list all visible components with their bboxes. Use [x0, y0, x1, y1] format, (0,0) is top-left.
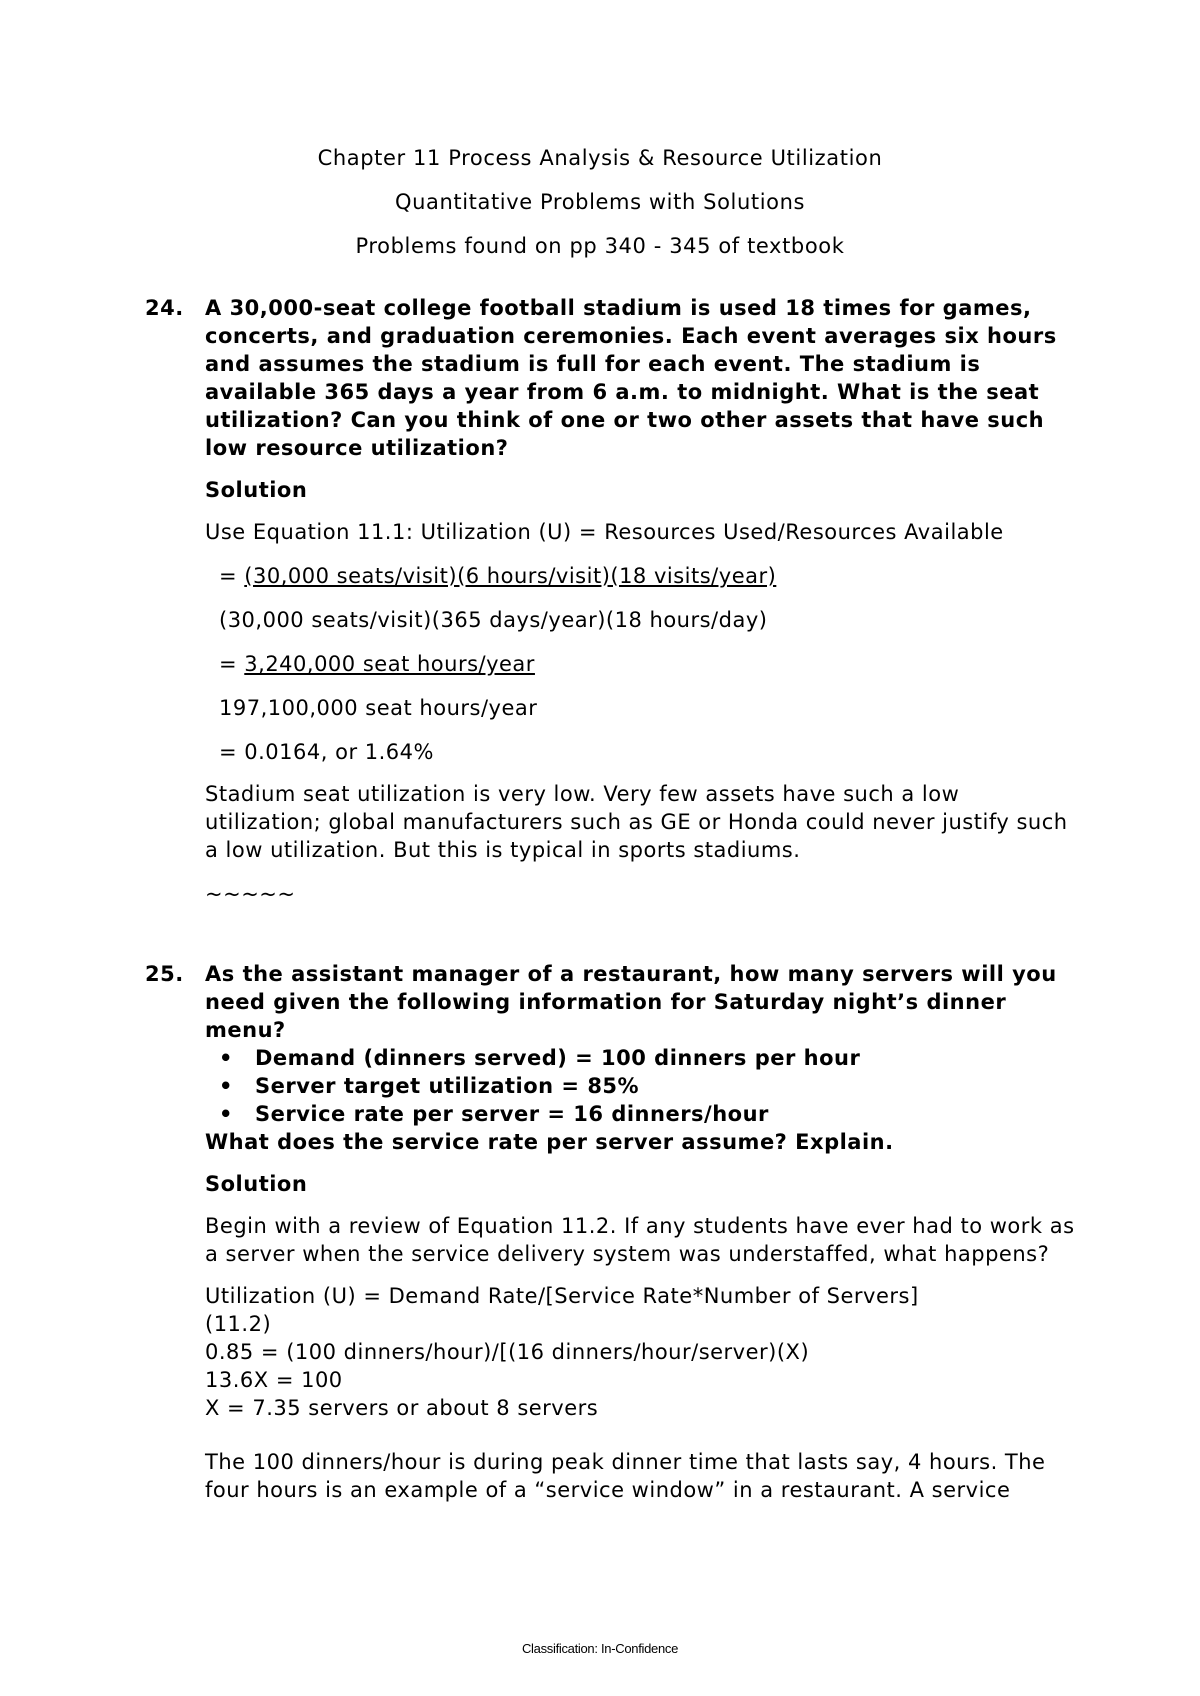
equation-denominator: (30,000 seats/visit)(365 days/year)(18 hours/day): [219, 608, 768, 632]
problem-number: 25.: [145, 962, 184, 986]
list-item: • Service rate per server = 16 dinners/hour: [219, 1102, 769, 1126]
solution-intro: Use Equation 11.1: Utilization (U) = Resources Used/Resources Available: [205, 520, 1004, 544]
calc-line: 0.85 = (100 dinners/hour)/[(16 dinners/hour/server)(X): [205, 1340, 810, 1364]
document-header: [0, 144, 1200, 276]
solution-label: Solution: [205, 1172, 308, 1196]
calc-line: X = 7.35 servers or about 8 servers: [205, 1396, 599, 1420]
classification-footer: Classification: In-Confidence: [521, 1641, 679, 1656]
list-item: • Server target utilization = 85%: [219, 1074, 640, 1098]
calculation-block: [205, 1282, 1075, 1422]
list-item: • Demand (dinners served) = 100 dinners per hour: [219, 1046, 861, 1070]
equation-result: = 0.0164, or 1.64%: [219, 740, 434, 764]
chapter-title: Chapter 11 Process Analysis & Resource Utilization: [317, 146, 883, 170]
equation-denominator: 197,100,000 seat hours/year: [219, 696, 538, 720]
document-subtitle: Quantitative Problems with Solutions: [394, 190, 806, 214]
problem-number: 24.: [145, 296, 184, 320]
problem-followup: What does the service rate per server assume? Explain.: [205, 1130, 894, 1154]
problem-question: A 30,000-seat college football stadium is used 18 times for games, concerts, and graduation ceremonies. Each event averages six hours and assumes the stadium is full for each event. The stadium is available 365 days a year from 6 a.m. to midnight. What is the seat utilization? Can you think of one or two other assets that have such low resource utilization?: [205, 296, 1057, 460]
problem-25: [145, 960, 1075, 1504]
equation-numerator: 3,240,000 seat hours/year: [244, 652, 535, 676]
calc-line: Utilization (U) = Demand Rate/[Service Rate*Number of Servers]: [205, 1284, 919, 1308]
calc-line: 13.6X = 100: [205, 1368, 343, 1392]
solution-conclusion: Stadium seat utilization is very low. Very few assets have such a low utilization; global manufacturers such as GE or Honda could never justify such a low utilization. But this is typical in sports stadiums.: [205, 782, 1068, 862]
equation-line-2: [219, 650, 1075, 678]
section-separator: ~~~~~: [205, 882, 296, 906]
given-info-list: [205, 1044, 1075, 1128]
calc-line: (11.2): [205, 1312, 272, 1336]
problem-24: [145, 294, 1075, 908]
bullet-icon: •: [219, 1046, 233, 1070]
solution-closing: The 100 dinners/hour is during peak dinner time that lasts say, 4 hours. The four hours is an example of a “service window” in a restaurant. A service: [205, 1450, 1046, 1502]
bullet-icon: •: [219, 1102, 233, 1126]
equation-prefix: =: [219, 564, 245, 588]
solution-label: Solution: [205, 478, 308, 502]
pages-note: Problems found on pp 340 - 345 of textbook: [355, 234, 845, 258]
equation-numerator: (30,000 seats/visit)(6 hours/visit)(18 visits/year): [244, 564, 777, 588]
bullet-icon: •: [219, 1074, 233, 1098]
solution-intro: Begin with a review of Equation 11.2. If any students have ever had to work as a server when the service delivery system was understaffed, what happens?: [205, 1214, 1075, 1266]
equation-prefix: =: [219, 652, 245, 676]
equation-line-1: [219, 562, 1075, 590]
problem-question: As the assistant manager of a restaurant, how many servers will you need given the following information for Saturday night’s dinner menu?: [205, 962, 1057, 1042]
